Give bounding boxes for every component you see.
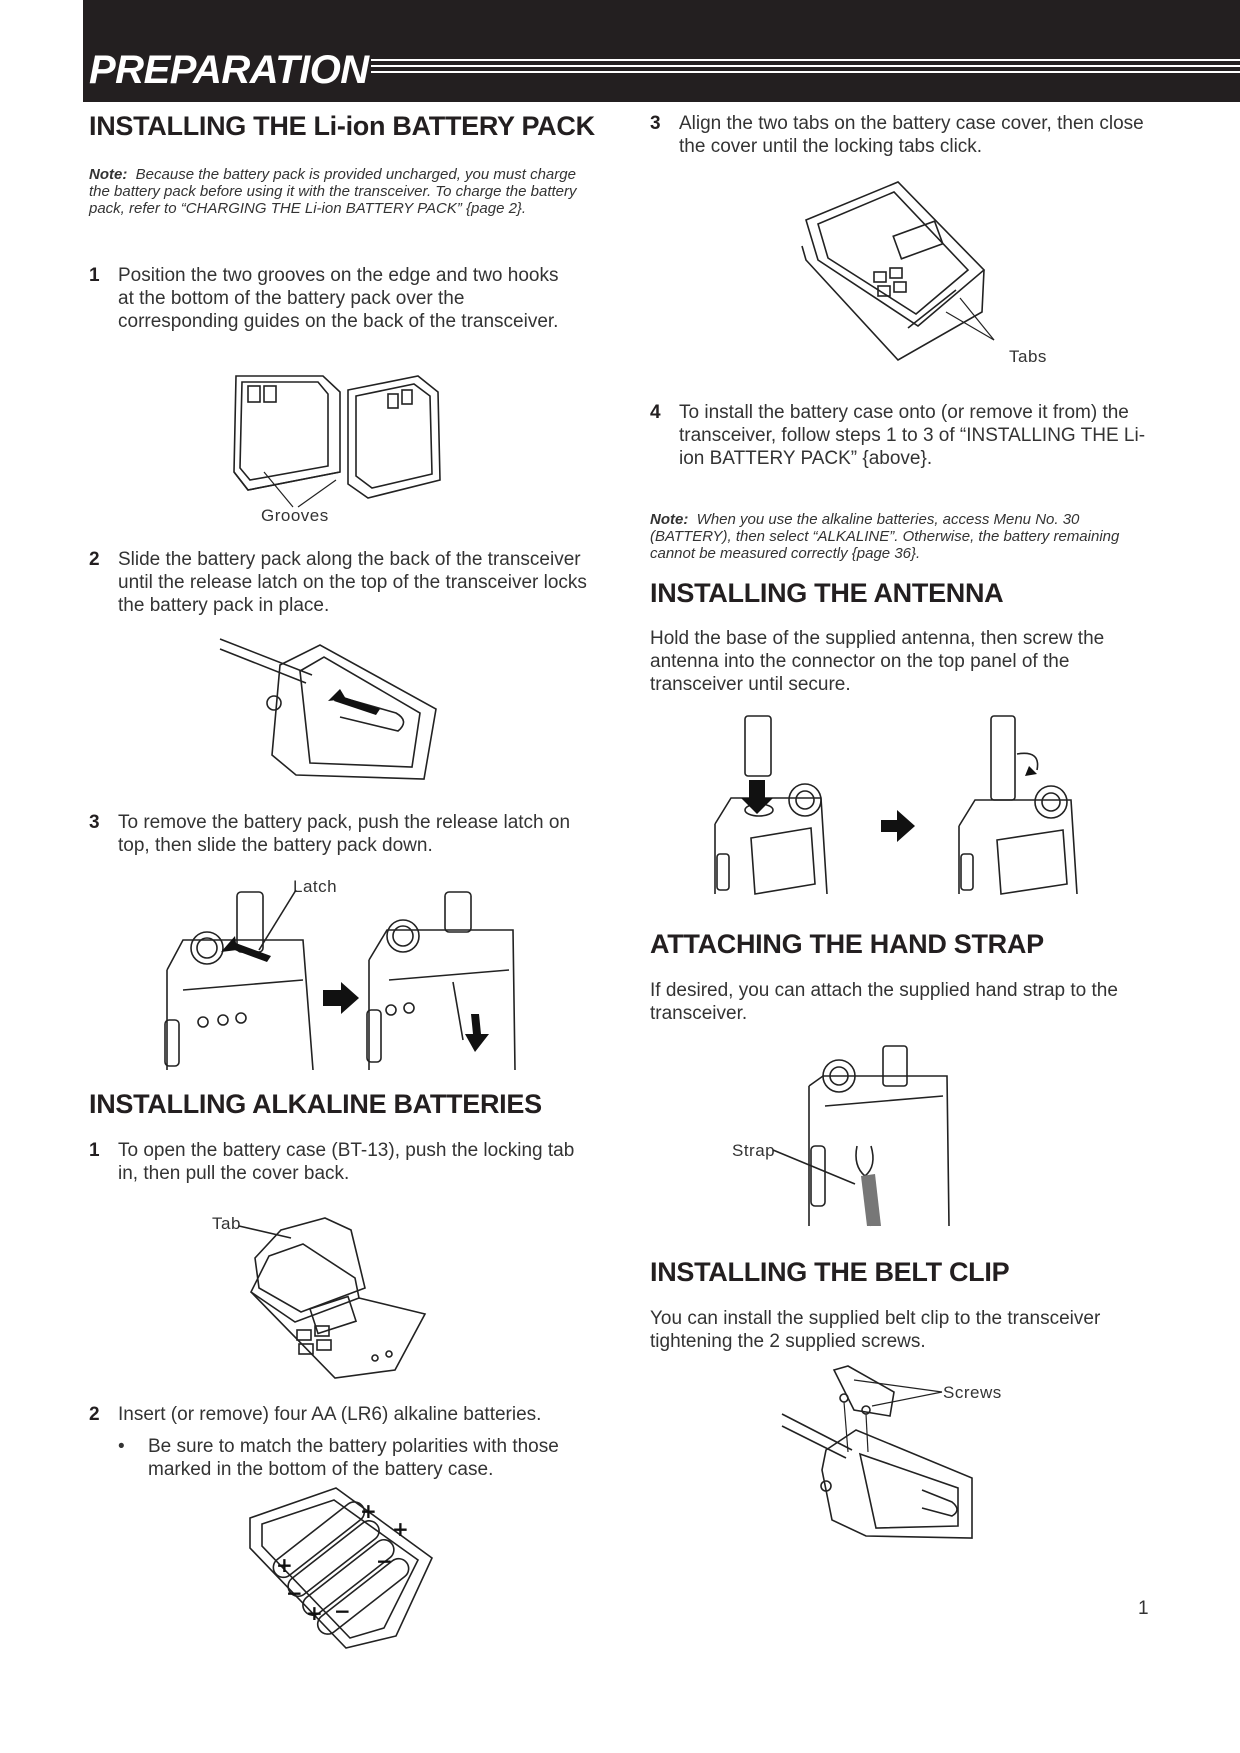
svg-text:−: − [376, 1549, 393, 1573]
header-rule [371, 65, 1240, 67]
step-number: 3 [650, 113, 661, 134]
svg-text:+: + [360, 1499, 377, 1523]
step-number: 1 [89, 265, 100, 286]
strap-text: If desired, you can attach the supplied hand strap to the transceiver. [650, 980, 1118, 1024]
label-latch: Latch [293, 877, 338, 896]
page-title: PREPARATION [89, 48, 369, 92]
header-rule [371, 59, 1240, 61]
header-banner [83, 0, 1240, 102]
label-tab: Tab [212, 1214, 241, 1233]
note-alkaline [650, 511, 1140, 562]
svg-text:+: + [392, 1517, 409, 1541]
antenna-text: Hold the base of the supplied antenna, then screw the antenna into the connector on the top panel of the transceiver until secure. [650, 628, 1105, 695]
heading-li-ion: INSTALLING THE Li-ion BATTERY PACK [89, 111, 595, 141]
note-label: Note: [89, 166, 128, 183]
heading-alkaline: INSTALLING ALKALINE BATTERIES [89, 1089, 542, 1119]
figure-hand-strap [779, 1046, 959, 1226]
svg-text:+: + [276, 1553, 293, 1577]
bullet-mark: • [118, 1436, 125, 1457]
label-screws: Screws [943, 1383, 1002, 1402]
figure-open-battery-case [245, 1218, 435, 1388]
svg-text:−: − [334, 1599, 351, 1623]
step-number: 2 [89, 549, 100, 570]
step-number: 2 [89, 1404, 100, 1425]
svg-text:−: − [286, 1581, 303, 1605]
step-text: Slide the battery pack along the back of the transceiver until the release latch on the top of the transceiver locks the battery pack in place. [118, 549, 587, 616]
figure-release-latch [163, 890, 533, 1070]
figure-slide-battery [220, 635, 460, 785]
svg-text:+: + [306, 1601, 323, 1625]
note-label: Note: [650, 511, 689, 528]
figure-batteries-in-case [246, 1488, 436, 1648]
step-number: 3 [89, 812, 100, 833]
step-text: Insert (or remove) four AA (LR6) alkaline batteries. [118, 1404, 542, 1425]
figure-antenna [711, 714, 1091, 894]
step-text: To open the battery case (BT-13), push the locking tab in, then pull the cover back. [118, 1140, 575, 1184]
label-grooves: Grooves [261, 506, 329, 525]
heading-hand-strap: ATTACHING THE HAND STRAP [650, 929, 1044, 959]
note-text: Because the battery pack is provided uncharged, you must charge the battery pack before using it with the transceiver. To charge the battery pack, refer to “CHARGING THE Li-ion BATTERY PACK” {page 2}. [89, 166, 577, 217]
figure-close-cover [798, 180, 998, 370]
bullet-text: Be sure to match the battery polarities with those marked in the bottom of the battery case. [148, 1436, 559, 1480]
step-text: To remove the battery pack, push the release latch on top, then slide the battery pack down. [118, 812, 571, 856]
belt-text: You can install the supplied belt clip to the transceiver tightening the 2 supplied screws. [650, 1308, 1101, 1352]
figure-battery-grooves [228, 372, 468, 512]
header-rule [371, 71, 1240, 73]
note-text: When you use the alkaline batteries, access Menu No. 30 (BATTERY), then select “ALKALINE”. Otherwise, the battery remaining cannot be measured correctly {page 36}. [650, 511, 1120, 562]
figure-belt-clip [782, 1370, 982, 1540]
step-text: To install the battery case onto (or remove it from) the transceiver, follow steps 1 to 3 of “INSTALLING THE Li-ion BATTERY PACK” {above}. [679, 402, 1146, 469]
label-strap: Strap [732, 1141, 776, 1160]
label-tabs: Tabs [1009, 347, 1047, 366]
note-li-ion [89, 166, 589, 217]
step-number: 4 [650, 402, 661, 423]
heading-belt-clip: INSTALLING THE BELT CLIP [650, 1257, 1010, 1287]
heading-antenna: INSTALLING THE ANTENNA [650, 578, 1004, 608]
step-text: Align the two tabs on the battery case cover, then close the cover until the locking tabs click. [679, 113, 1144, 157]
page-number: 1 [1138, 1598, 1149, 1619]
step-number: 1 [89, 1140, 100, 1161]
step-text: Position the two grooves on the edge and two hooks at the bottom of the battery pack over the corresponding guides on the back of the transceiver. [118, 265, 559, 332]
